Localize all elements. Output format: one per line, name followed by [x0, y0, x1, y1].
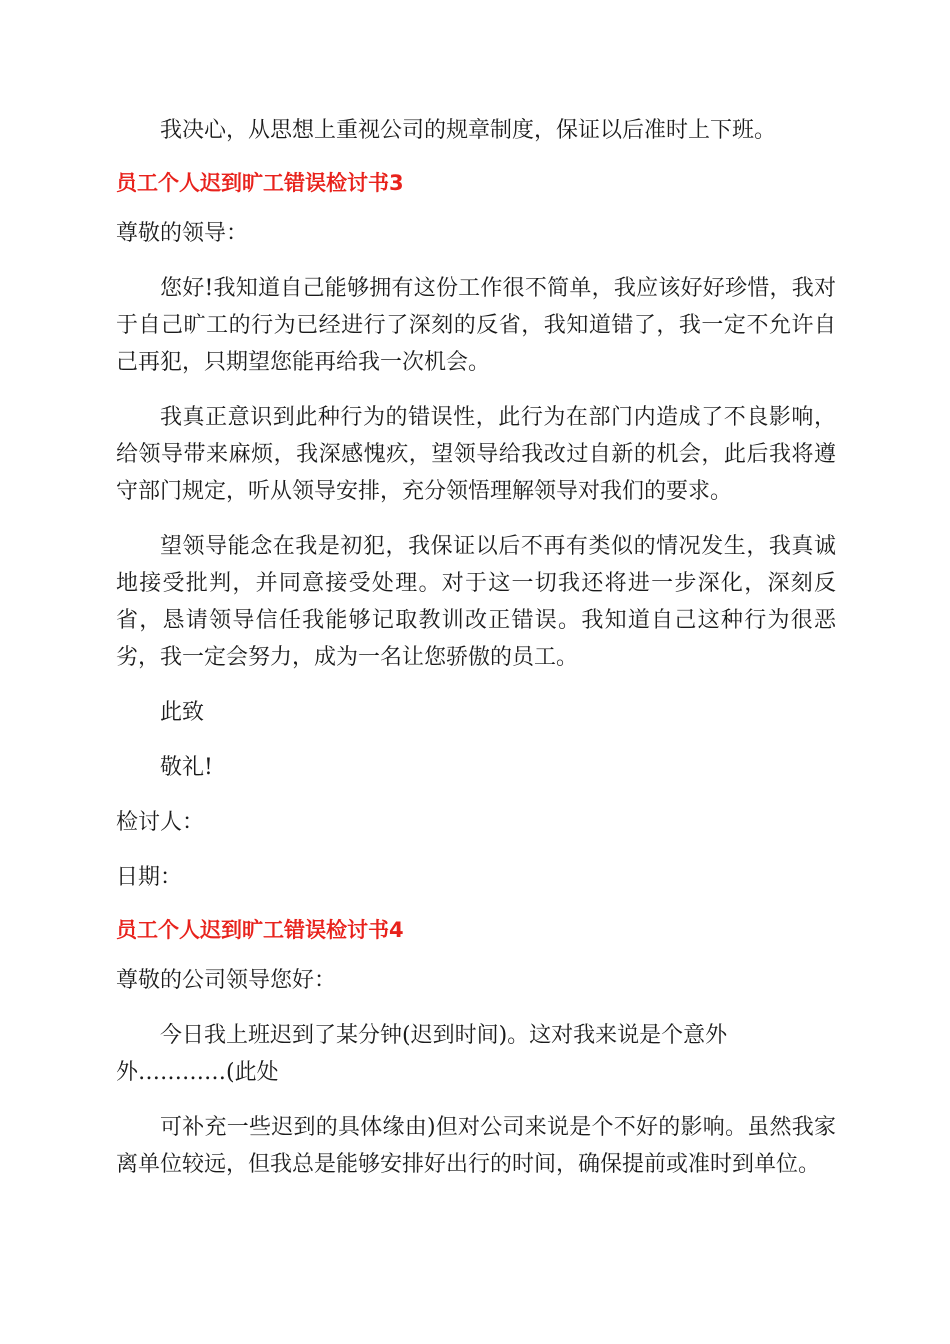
section-3-date: 日期： [116, 865, 183, 890]
section-4-salutation: 尊敬的公司领导您好： [116, 968, 337, 993]
section-3-paragraph-3: 望领导能念在我是初犯，我保证以后不再有类似的情况发生，我真诚地接受批判，并同意接受处理。对于这一切我还将进一步深化，深刻反省，恳请领导信任我能够记取教训改正错误。我知道自己这种行为很恶劣，我一定会努力，成为一名让您骄傲的员工。 [116, 534, 836, 670]
section-3-salutation: 尊敬的领导： [116, 221, 249, 246]
section-4-paragraph-1-line-1: 今日我上班迟到了某分钟(迟到时间)。这对我来说是个意外 [160, 1023, 728, 1048]
section-3-heading: 员工个人迟到旷工错误检讨书3 [116, 171, 404, 195]
section-3-closing-2: 敬礼! [160, 755, 213, 780]
intro-paragraph: 我决心，从思想上重视公司的规章制度，保证以后准时上下班。 [160, 118, 777, 143]
section-4-paragraph-2: 可补充一些迟到的具体缘由)但对公司来说是个不好的影响。虽然我家离单位较远，但我总是能够安排好出行的时间，确保提前或准时到单位。 [116, 1115, 836, 1177]
document-body [116, 112, 836, 1183]
section-3-closing-1: 此致 [160, 700, 205, 725]
section-3-paragraph-1: 您好!我知道自己能够拥有这份工作很不简单，我应该好好珍惜，我对于自己旷工的行为已经进行了深刻的反省，我知道错了，我一定不允许自己再犯，只期望您能再给我一次机会。 [116, 276, 836, 375]
section-4-heading: 员工个人迟到旷工错误检讨书4 [116, 918, 404, 942]
section-4-paragraph-1-line-2: 外…………(此处 [116, 1060, 279, 1085]
section-3-paragraph-2: 我真正意识到此种行为的错误性，此行为在部门内造成了不良影响，给领导带来麻烦，我深感愧疚，望领导给我改过自新的机会，此后我将遵守部门规定，听从领导安排，充分领悟理解领导对我们的要求。 [116, 405, 836, 504]
section-3-signer: 检讨人： [116, 810, 205, 835]
